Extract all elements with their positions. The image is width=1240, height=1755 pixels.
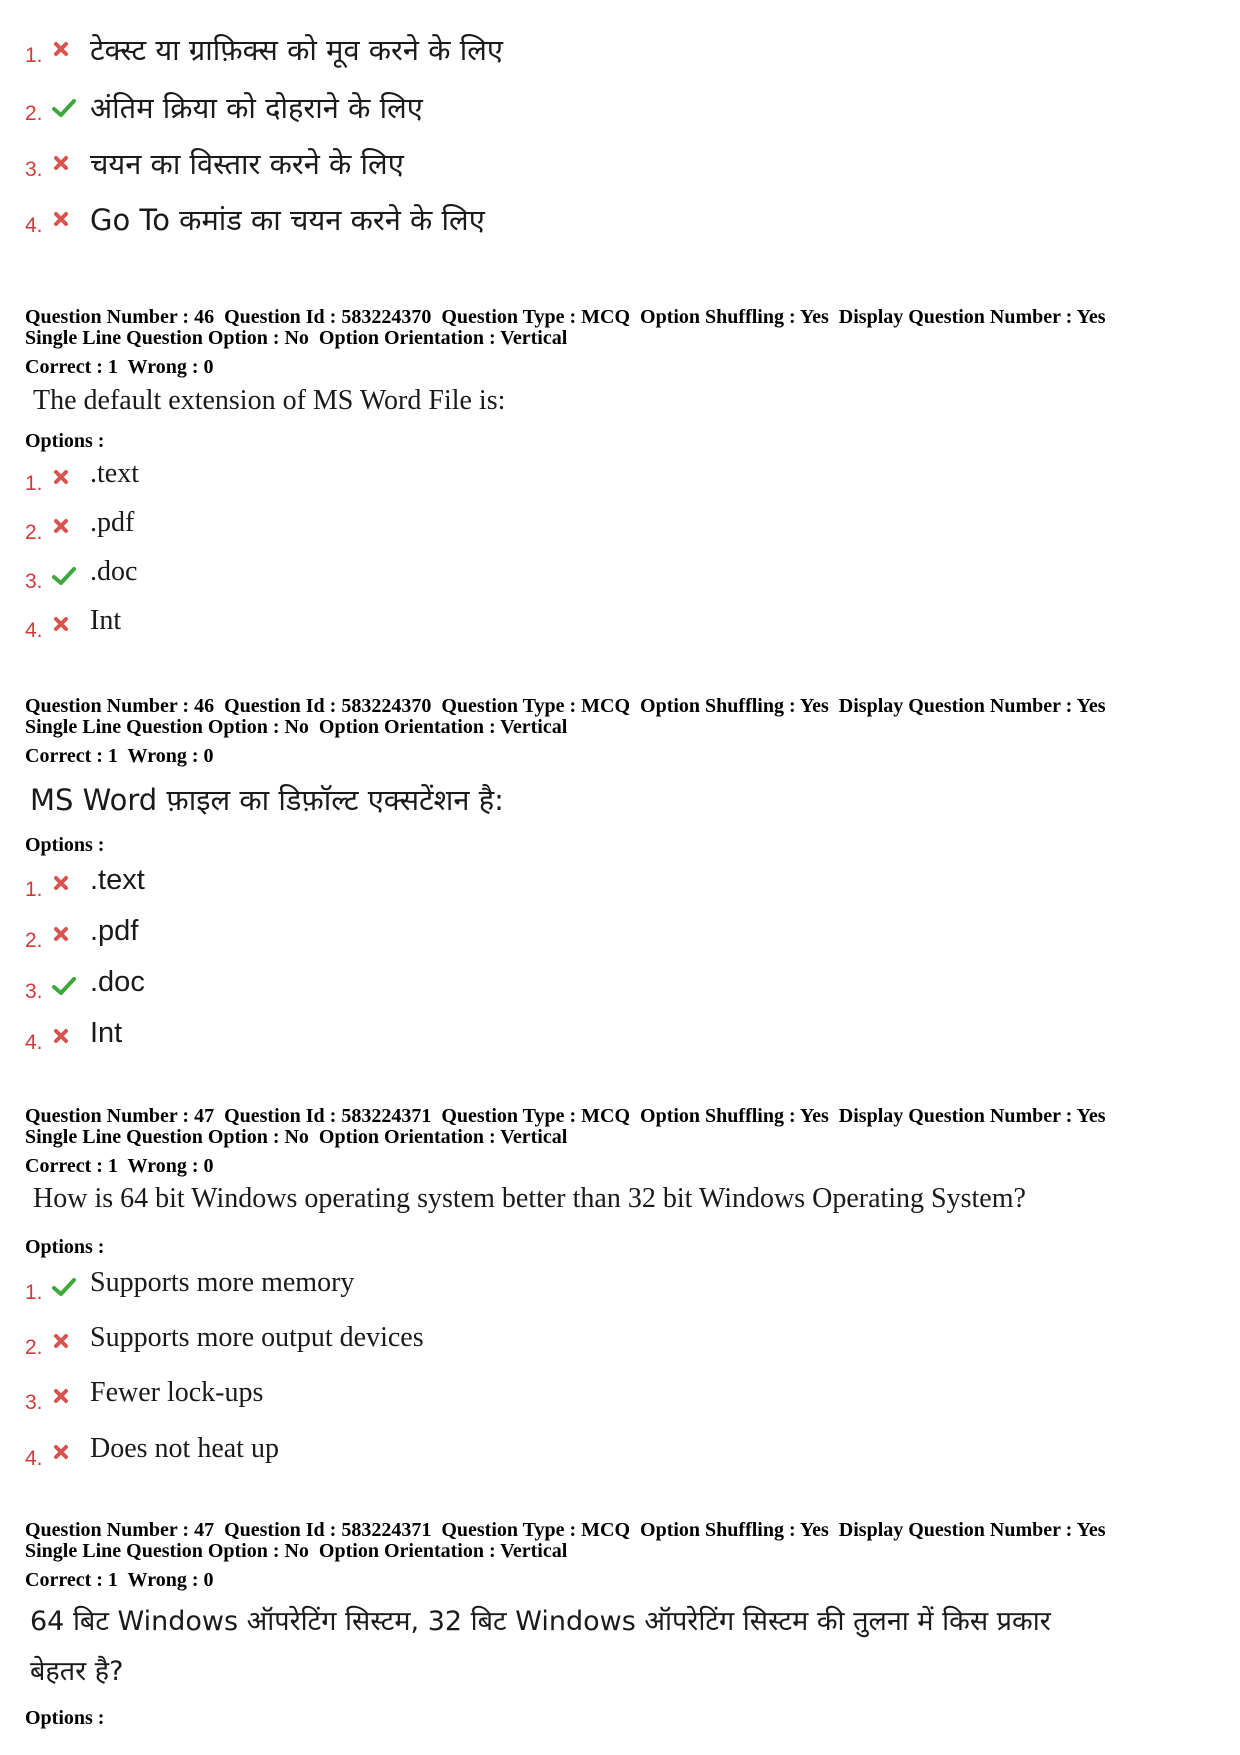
score-line: Correct : 1 Wrong : 0 [25,356,214,378]
option-text: Supports more memory [90,1267,355,1298]
option-number: 4. [25,1031,43,1054]
option-text: अंतिम क्रिया को दोहराने के लिए [90,91,423,125]
question-meta: Single Line Question Option : No Option Orientation : Vertical [25,716,568,738]
score-line: Correct : 1 Wrong : 0 [25,1155,214,1177]
option-number: 4. [25,1447,43,1470]
question-meta: Question Number : 47 Question Id : 583224371 Question Type : MCQ Option Shuffling : Yes Display Question Number : Yes [25,1105,1106,1127]
question-text: बेहतर है? [30,1656,124,1687]
option-number: 3. [25,158,43,181]
option-number: 2. [25,1336,43,1359]
option-number: 2. [25,521,43,544]
question-meta: Question Number : 47 Question Id : 583224371 Question Type : MCQ Option Shuffling : Yes Display Question Number : Yes [25,1519,1106,1541]
options-label: Options : [25,430,105,452]
check-icon [52,976,74,998]
option-text: .text [90,864,145,896]
question-meta: Question Number : 46 Question Id : 583224370 Question Type : MCQ Option Shuffling : Yes Display Question Number : Yes [25,695,1106,717]
wrong-icon [52,40,74,62]
option-number: 3. [25,1391,43,1414]
option-text: Go To कमांड का चयन करने के लिए [90,203,485,237]
option-text: Int [90,605,122,636]
wrong-icon [52,615,74,637]
question-meta: Single Line Question Option : No Option Orientation : Vertical [25,1126,568,1148]
option-number: 4. [25,214,43,237]
wrong-icon [52,1387,74,1409]
wrong-icon [52,1027,74,1049]
options-label: Options : [25,1707,105,1729]
option-text: .pdf [90,915,139,947]
option-text: Supports more output devices [90,1322,424,1353]
options-label: Options : [25,1236,105,1258]
option-number: 4. [25,619,43,642]
options-label: Options : [25,834,105,856]
wrong-icon [52,1332,74,1354]
question-text: MS Word फ़ाइल का डिफ़ॉल्ट एक्सटेंशन है: [30,783,504,817]
option-number: 1. [25,472,43,495]
wrong-icon [52,468,74,490]
score-line: Correct : 1 Wrong : 0 [25,1569,214,1591]
option-text: .text [90,458,139,489]
option-number: 1. [25,44,43,67]
check-icon [52,98,74,120]
option-text: Does not heat up [90,1433,279,1464]
option-number: 3. [25,570,43,593]
wrong-icon [52,1443,74,1465]
option-text: टेक्स्ट या ग्राफ़िक्स को मूव करने के लिए [90,33,503,67]
wrong-icon [52,154,74,176]
option-text: .pdf [90,507,135,538]
wrong-icon [52,517,74,539]
option-text: .doc [90,966,145,998]
check-icon [52,566,74,588]
question-meta: Single Line Question Option : No Option Orientation : Vertical [25,1540,568,1562]
option-number: 1. [25,878,43,901]
option-text: .doc [90,556,138,587]
option-number: 2. [25,929,43,952]
option-text: Fewer lock-ups [90,1377,264,1408]
option-text: Int [90,1017,123,1049]
question-meta: Question Number : 46 Question Id : 583224370 Question Type : MCQ Option Shuffling : Yes Display Question Number : Yes [25,306,1106,328]
question-meta: Single Line Question Option : No Option Orientation : Vertical [25,327,568,349]
option-number: 2. [25,102,43,125]
option-text: चयन का विस्तार करने के लिए [90,147,404,181]
score-line: Correct : 1 Wrong : 0 [25,745,214,767]
wrong-icon [52,925,74,947]
wrong-icon [52,874,74,896]
option-number: 1. [25,1281,43,1304]
check-icon [52,1277,74,1299]
question-text: The default extension of MS Word File is: [33,385,506,416]
question-text: 64 बिट Windows ऑपरेटिंग सिस्टम, 32 बिट Windows ऑपरेटिंग सिस्टम की तुलना में किस प्रकार [30,1606,1051,1637]
wrong-icon [52,210,74,232]
question-text: How is 64 bit Windows operating system better than 32 bit Windows Operating System? [33,1183,1026,1214]
option-number: 3. [25,980,43,1003]
